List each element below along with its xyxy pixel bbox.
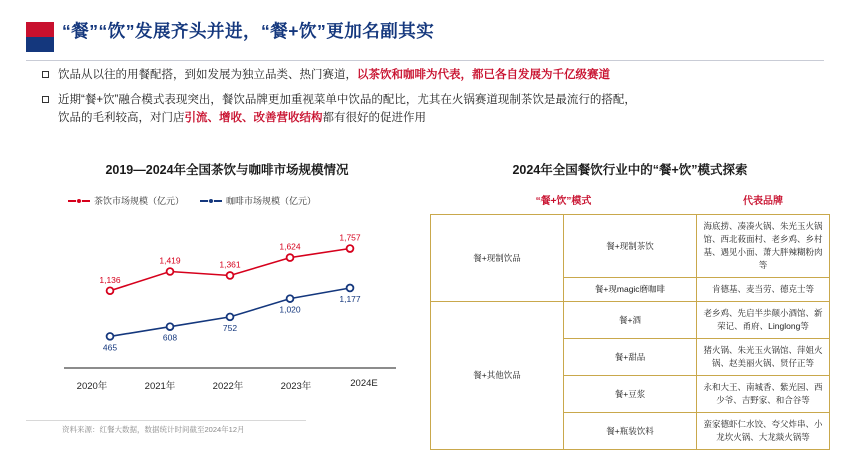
legend-marker-coffee-icon	[200, 197, 222, 205]
bullet-item	[42, 91, 832, 127]
footer-divider	[26, 420, 306, 421]
modes-table-panel	[430, 160, 830, 450]
bullet-square-icon	[42, 71, 49, 78]
svg-text:1,136: 1,136	[99, 274, 121, 285]
svg-text:1,020: 1,020	[279, 304, 301, 315]
table-cell-category-1: 餐+其他饮品	[431, 302, 564, 450]
modes-table	[430, 190, 830, 450]
table-header-row	[431, 190, 830, 215]
table-row	[431, 302, 830, 339]
table-cell-sub-1-2: 餐+豆浆	[564, 376, 697, 413]
table-cell-brands-0-0: 海底捞、凑凑火锅、朱光玉火锅馆、西北莜面村、老乡鸡、乡村基、遇见小面、萧大胖辣糊粉肉等	[697, 215, 830, 278]
bullet-text-1c: 都已各自发展为千亿级赛道	[472, 69, 610, 81]
svg-text:608: 608	[162, 332, 178, 343]
bullet-text-2a: 近期“餐+饮”融合模式表现突出，餐饮品牌更加重视菜单中饮品的配比，尤其在火锅赛道现制茶饮是最流行的搭配，	[58, 94, 636, 106]
header-divider	[26, 60, 824, 61]
bullet-text-1b: 以茶饮和咖啡为代表，	[357, 69, 472, 81]
table-cell-brands-1-3: 蛮家德虾仁水饺、夸父炸串、小龙坎火锅、大龙燚火锅等	[697, 413, 830, 450]
page-title: “餐”“饮”发展齐头并进，“餐+饮”更加名副其实	[62, 21, 435, 41]
table-cell-brands-1-1: 猪火锅、朱光玉火锅馆、萍姐火锅、赵美丽火锅、贤仔正等	[697, 339, 830, 376]
svg-text:1,177: 1,177	[339, 293, 361, 304]
table-cell-brands-1-2: 永和大王、南城香、紫光园、西少爷、吉野家、和合谷等	[697, 376, 830, 413]
table-header-mode: “餐+饮”模式	[431, 190, 697, 215]
svg-text:1,757: 1,757	[339, 232, 361, 243]
table-cell-sub-1-3: 餐+瓶装饮料	[564, 413, 697, 450]
legend-item-coffee	[200, 194, 316, 207]
bullet-text-2c: 引流、增收、改善营收结构	[184, 112, 323, 124]
table-cell-sub-1-1: 餐+甜品	[564, 339, 697, 376]
chart-svg	[58, 216, 398, 376]
table-cell-sub-1-0: 餐+酒	[564, 302, 697, 339]
svg-text:465: 465	[102, 342, 118, 353]
legend-marker-tea-icon	[68, 197, 90, 205]
table-cell-brands-1-0: 老乡鸡、先启半歩颠小酒馆、新荣记、甬府、Linglong等	[697, 302, 830, 339]
table-cell-category-0: 餐+现制饮品	[431, 215, 564, 302]
chart-x-axis-labels	[58, 378, 398, 392]
legend-label-tea: 茶饮市场规模（亿元）	[94, 196, 185, 206]
x-tick-3: 2023年	[280, 381, 312, 392]
slide-header	[0, 18, 850, 58]
bullet-square-icon	[42, 96, 49, 103]
source-note: 资料来源：红餐大数据，数据统计时间截至2024年12月	[62, 425, 245, 434]
x-tick-2: 2022年	[212, 381, 244, 392]
x-tick-1: 2021年	[144, 381, 176, 392]
svg-text:1,419: 1,419	[159, 255, 181, 266]
table-row	[431, 215, 830, 278]
x-tick-4: 2024E	[350, 378, 378, 389]
x-tick-0: 2020年	[76, 381, 108, 392]
svg-text:1,361: 1,361	[219, 259, 241, 270]
bullet-text-2b: 饮品的毛利较高，对门店	[58, 112, 185, 124]
svg-text:1,624: 1,624	[279, 241, 301, 252]
chart-plot-area	[58, 216, 398, 376]
legend-label-coffee: 咖啡市场规模（亿元）	[226, 196, 317, 206]
bullet-list	[42, 66, 832, 134]
svg-text:752: 752	[222, 322, 238, 333]
legend-item-tea	[68, 194, 184, 207]
table-title: 2024年全国餐饮行业中的“餐+饮”模式探索	[512, 163, 748, 177]
chart-legend	[68, 194, 316, 207]
bullet-item	[42, 66, 832, 84]
table-cell-sub-0-0: 餐+现制茶饮	[564, 215, 697, 278]
brand-flag-icon	[26, 22, 54, 52]
bullet-text-2d: 都有很好的促进作用	[322, 112, 426, 124]
bullet-text-1a: 饮品从以往的用餐配搭，到如发展为独立品类、热门赛道，	[58, 69, 357, 81]
table-cell-sub-0-1: 餐+现magic磨咖啡	[564, 278, 697, 302]
chart-title: 2019—2024年全国茶饮与咖啡市场规模情况	[105, 163, 349, 177]
table-cell-brands-0-1: 肯德基、麦当劳、德克士等	[697, 278, 830, 302]
table-header-brands: 代表品牌	[697, 190, 830, 215]
line-chart-panel	[52, 160, 402, 410]
